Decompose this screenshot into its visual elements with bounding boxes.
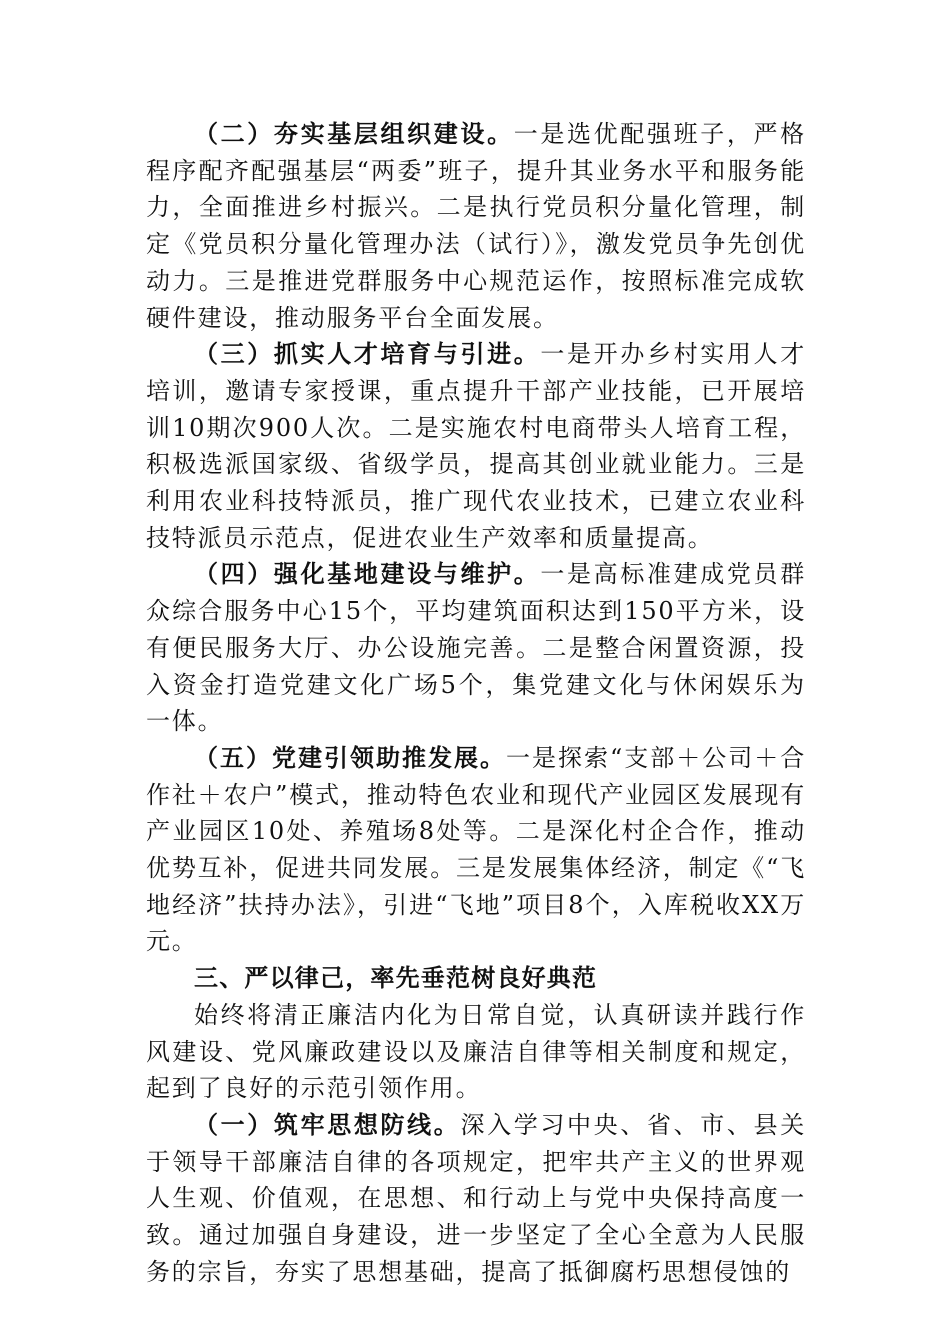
paragraph-party-building-development — [146, 740, 806, 960]
paragraph-body: 一是高标准建成党员群众综合服务中心15个，平均建筑面积达到150平方米，设有便民服务大厅、办公设施完善。二是整合闲置资源，投入资金打造党建文化广场5个，集党建文化与休闲娱乐为一体。 — [146, 560, 806, 736]
paragraph-base-construction — [146, 556, 806, 740]
paragraph-lead: （一）筑牢思想防线。 — [194, 1110, 461, 1139]
section-heading: 三、严以律己，率先垂范树良好典范 — [194, 964, 598, 993]
paragraph-ideological-defense — [146, 1107, 806, 1291]
document-page — [146, 116, 806, 1291]
paragraph-grassroots-organization — [146, 116, 806, 336]
paragraph-lead: （二）夯实基层组织建设。 — [194, 120, 514, 148]
paragraph-talent-cultivation — [146, 336, 806, 556]
paragraph-body: 一是开办乡村实用人才培训，邀请专家授课，重点提升干部产业技能，已开展培训10期次900人次。二是实施农村电商带头人培育工程，积极选派国家级、省级学员，提高其创业就业能力。三是利用农业科技特派员，推广现代农业技术，已建立农业科技特派员示范点，促进农业生产效率和质量提高。 — [146, 340, 806, 552]
paragraph-body: 一是探索“支部＋公司＋合作社＋农户”模式，推动特色农业和现代产业园区发展现有产业园区10处、养殖场8处等。二是深化村企合作，推动优势互补，促进共同发展。三是发展集体经济，制定《“飞地经济”扶持办法》，引进“飞地”项目8个，入库税收XX万元。 — [146, 743, 806, 956]
paragraph-lead: （四）强化基地建设与维护。 — [194, 560, 541, 589]
section-intro: 始终将清正廉洁内化为日常自觉，认真研读并践行作风建设、党风廉政建设以及廉洁自律等相关制度和规定，起到了良好的示范引领作用。 — [146, 1000, 806, 1103]
paragraph-body: 深入学习中央、省、市、县关于领导干部廉洁自律的各项规定，把牢共产主义的世界观人生观、价值观，在思想、和行动上与党中央保持高度一致。通过加强自身建设，进一步坚定了全心全意为人民服务的宗旨，夯实了思想基础，提高了抵御腐朽思想侵蚀的 — [146, 1110, 806, 1286]
paragraph-lead: （五）党建引领助推发展。 — [194, 743, 506, 772]
paragraph-lead: （三）抓实人才培育与引进。 — [194, 340, 541, 369]
paragraph-body: 一是选优配强班子，严格程序配齐配强基层“两委”班子，提升其业务水平和服务能力，全面推进乡村振兴。二是执行党员积分量化管理，制定《党员积分量化管理办法（试行）》，激发党员争先创优动力。三是推进党群服务中心规范运作，按照标准完成软硬件建设，推动服务平台全面发展。 — [146, 120, 806, 332]
